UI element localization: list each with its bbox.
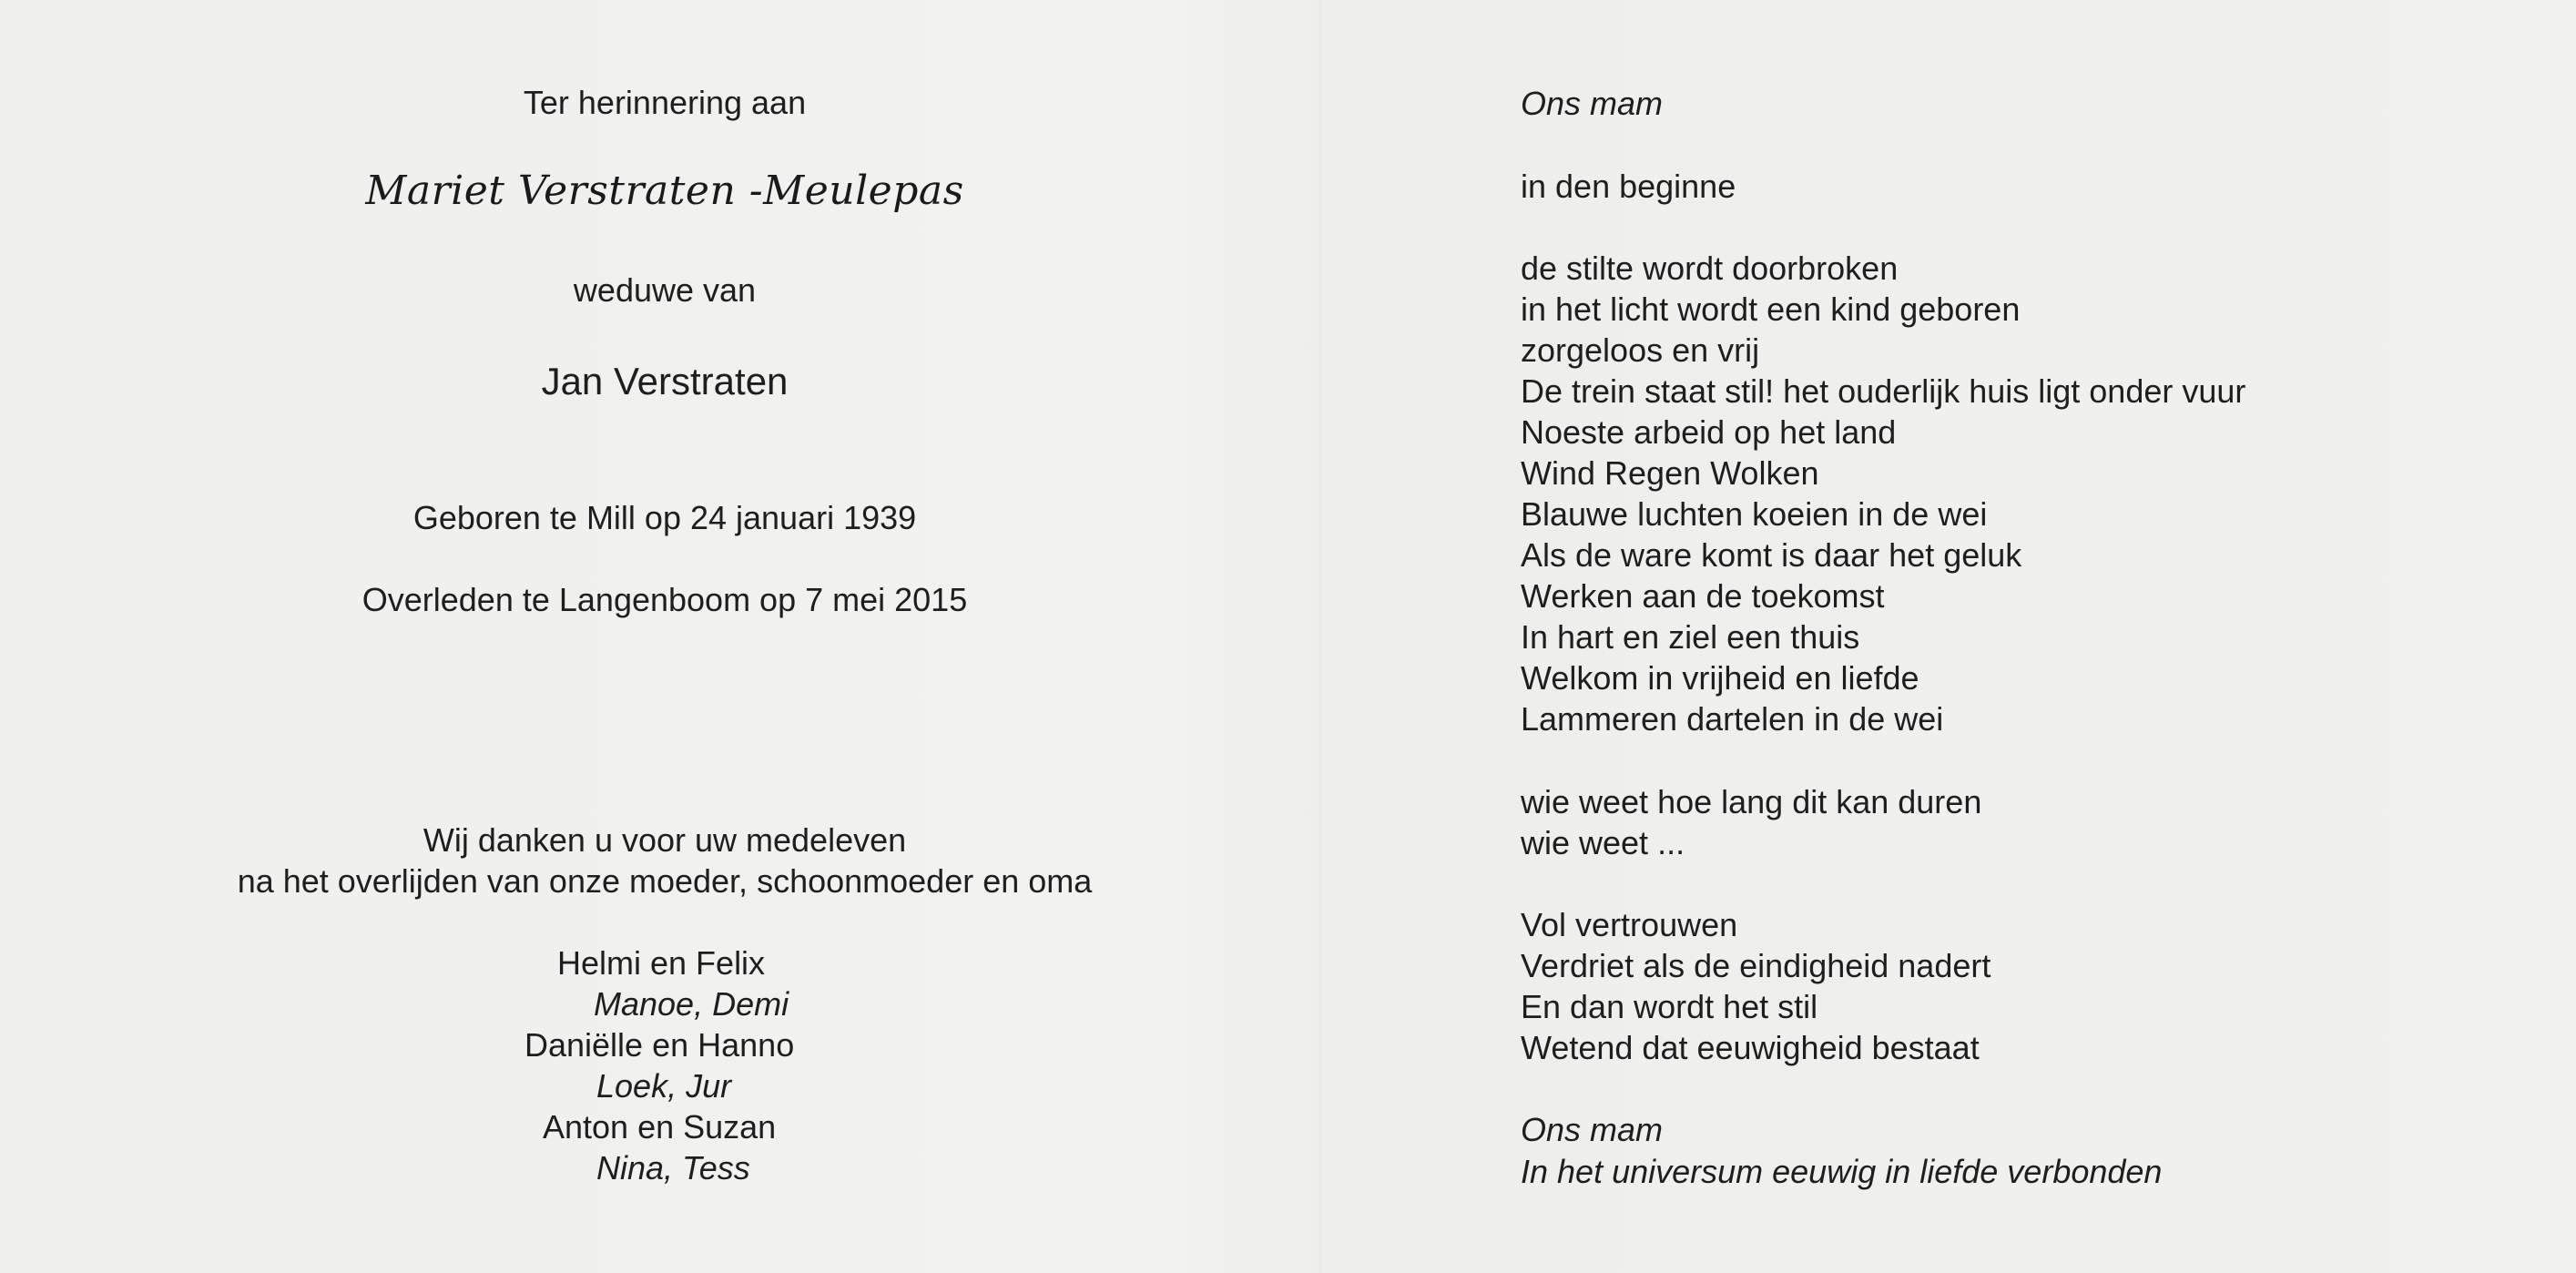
poem-line: zorgeloos en vrij (1521, 331, 1760, 369)
right-page (1521, 0, 2522, 1273)
poem-closing-title: Ons mam (1521, 1111, 1664, 1148)
family-children: Loek, Jur (596, 1067, 732, 1105)
family-couple: Helmi en Felix (557, 944, 766, 982)
poem-closing-line: In het universum eeuwig in liefde verbonden (1521, 1153, 2163, 1190)
poem-line: Werken aan de toekomst (1521, 577, 1885, 615)
family-couple: Anton en Suzan (543, 1108, 777, 1146)
thanks-line-1: Wij danken u voor uw medeleven (423, 821, 907, 859)
spouse-name: Jan Verstraten (541, 360, 789, 402)
poem-title: Ons mam (1521, 85, 1664, 122)
poem-line: in het licht wordt een kind geboren (1521, 290, 2021, 328)
birth-info: Geboren te Mill op 24 januari 1939 (412, 499, 917, 536)
poem-line: Welkom in vrijheid en liefde (1521, 659, 1919, 697)
poem-line: wie weet hoe lang dit kan duren (1521, 783, 1982, 820)
poem-line: Noeste arbeid op het land (1521, 413, 1897, 451)
poem-line: Wetend dat eeuwigheid bestaat (1521, 1029, 1980, 1066)
family-children: Nina, Tess (596, 1149, 750, 1186)
poem-line: Vol vertrouwen (1521, 906, 1738, 943)
poem-line: En dan wordt het stil (1521, 988, 1818, 1025)
poem-line: de stilte wordt doorbroken (1521, 250, 1899, 287)
poem-line: Verdriet als de eindigheid nadert (1521, 947, 1991, 984)
poem-line: Lammeren dartelen in de wei (1521, 700, 1944, 738)
intro-text: Ter herinnering aan (523, 84, 807, 121)
poem-line: wie weet ... (1521, 824, 1685, 861)
poem-line: In hart en ziel een thuis (1521, 618, 1860, 656)
death-info: Overleden te Langenboom op 7 mei 2015 (361, 581, 968, 618)
widow-of-label: weduwe van (573, 271, 757, 309)
poem-line: De trein staat stil! het ouderlijk huis ligt onder vuur (1521, 372, 2246, 410)
poem-line: Wind Regen Wolken (1521, 454, 1819, 492)
deceased-name: Mariet Verstraten -Meulepas (365, 168, 964, 214)
thanks-line-2: na het overlijden van onze moeder, schoonmoeder en oma (237, 862, 1093, 900)
poem-line: Blauwe luchten koeien in de wei (1521, 495, 1988, 533)
poem-opening: in den beginne (1521, 168, 1736, 205)
family-couple: Daniëlle en Hanno (524, 1026, 795, 1064)
family-children: Manoe, Demi (594, 985, 789, 1023)
poem-line: Als de ware komt is daar het geluk (1521, 536, 2022, 574)
